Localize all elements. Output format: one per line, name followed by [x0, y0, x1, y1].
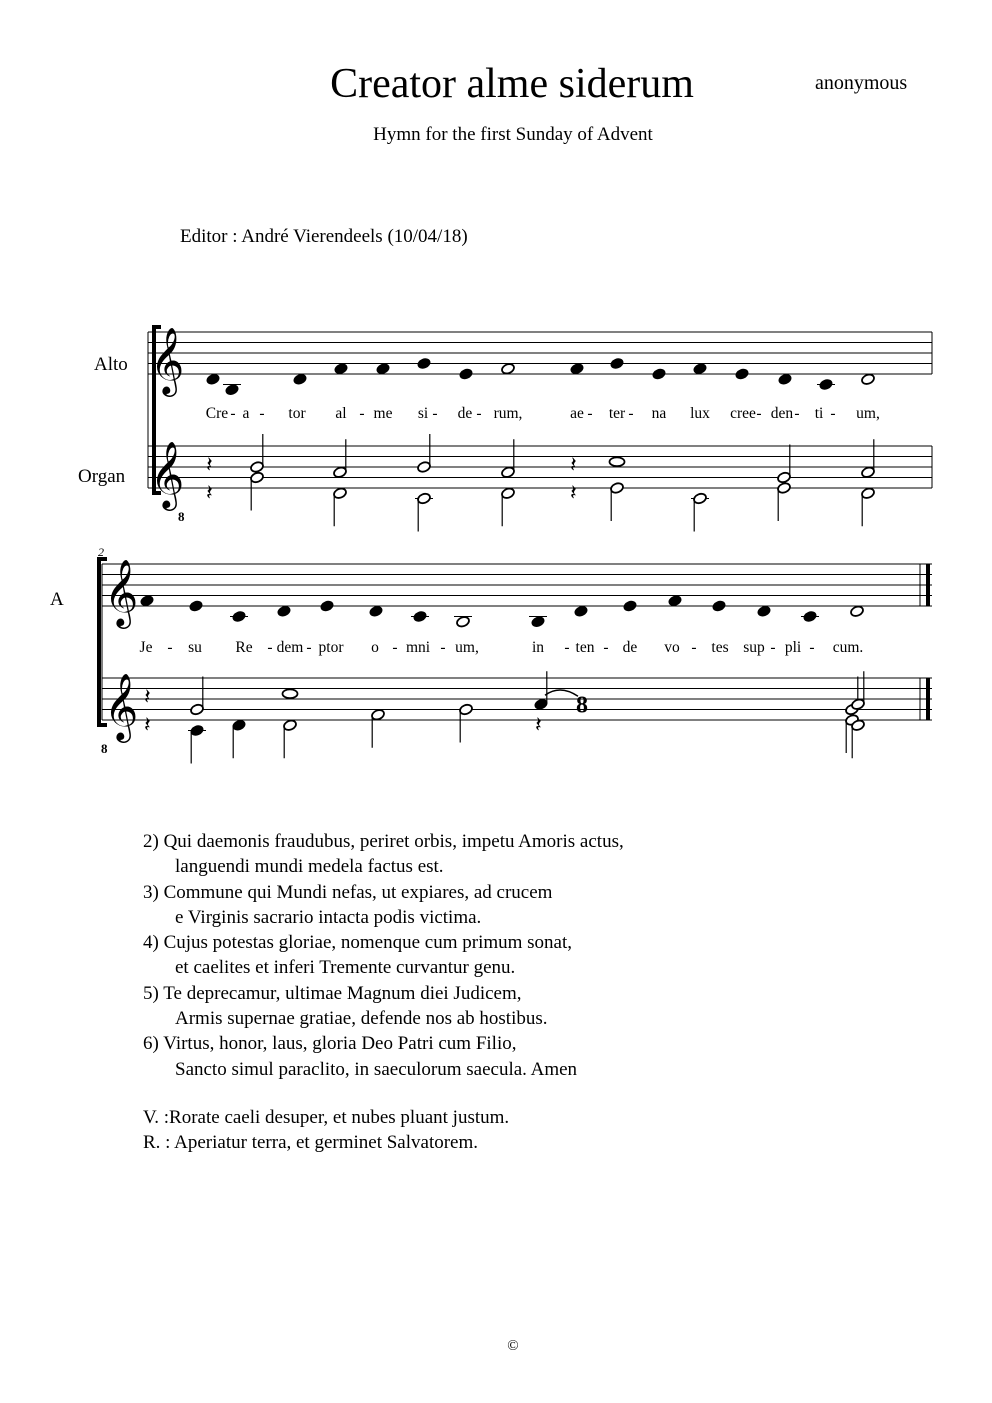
verse-6-line-2: Sancto simul paraclito, in saeculorum saecula. Amen — [175, 1058, 578, 1080]
lyric-syllable: vo — [664, 639, 680, 656]
verse-5-line-2: Armis supernae gratiae, defende nos ab hostibus. — [175, 1008, 548, 1030]
tie — [545, 690, 578, 696]
half-note — [851, 698, 866, 711]
lyric-syllable: cum. — [832, 639, 864, 656]
half-note — [501, 466, 516, 479]
half-note — [417, 492, 432, 505]
half-note — [501, 487, 516, 500]
quarter-note — [376, 362, 391, 375]
verse-3-line-2: e Virginis sacrario intacta podis victima. — [175, 906, 482, 928]
treble-clef-icon: 𝄞 — [104, 558, 139, 626]
quarter-note — [574, 605, 589, 618]
quarter-note — [320, 600, 335, 613]
lyric-syllable: Re — [235, 639, 253, 656]
half-note — [777, 471, 792, 484]
verse-6-line-1: 6) Virtus, honor, laus, gloria Deo Patri cum Filio, — [143, 1033, 517, 1055]
half-note — [371, 708, 386, 721]
quarter-note — [293, 373, 308, 386]
lyric-syllable: rum, — [493, 405, 523, 422]
lyric-syllable: um, — [856, 405, 880, 422]
quarter-note — [778, 373, 793, 386]
lyric-syllable: - — [756, 405, 762, 422]
editor-credit: Editor : André Vierendeels (10/04/18) — [180, 226, 468, 247]
half-note — [850, 605, 865, 618]
lyric-syllable: - — [359, 405, 365, 422]
lyric-syllable: - — [476, 405, 482, 422]
lyric-syllable: al — [335, 405, 347, 422]
quarter-note — [757, 605, 772, 618]
verse-3-line-1: 3) Commune qui Mundi nefas, ut expiares, ad crucem — [143, 881, 553, 903]
half-note — [501, 362, 516, 375]
lyric-syllable: si — [417, 405, 429, 422]
lyric-syllable: ten — [575, 639, 595, 656]
treble-clef-icon: 𝄞 — [104, 672, 139, 740]
lyric-syllable: - — [259, 405, 265, 422]
quarter-note — [668, 594, 683, 607]
quarter-note — [189, 600, 204, 613]
octave-mark: 8 — [101, 741, 108, 756]
half-note — [417, 461, 432, 474]
treble-clef-icon: 𝄞 — [150, 326, 185, 394]
quarter-note — [735, 368, 750, 381]
quarter-rest-icon: 𝄽 — [144, 685, 151, 710]
quarter-note — [225, 383, 240, 396]
double-whole-note: 8 — [576, 692, 588, 719]
lyric-syllable: in — [531, 639, 545, 656]
half-note — [693, 492, 708, 505]
lyric-syllable: de — [622, 639, 638, 656]
half-note — [459, 703, 474, 716]
quarter-note — [369, 605, 384, 618]
verses — [143, 829, 624, 1082]
lyric-syllable: - — [691, 639, 697, 656]
lyric-syllable: - — [628, 405, 634, 422]
lyric-syllable: - — [770, 639, 776, 656]
quarter-note — [803, 610, 818, 623]
lyric-syllable: ter — [608, 405, 626, 422]
half-note — [861, 466, 876, 479]
whole-note — [610, 457, 625, 466]
composer: anonymous — [815, 72, 908, 94]
lyric-syllable: - — [809, 639, 815, 656]
lyric-syllable: o — [371, 639, 379, 656]
half-note — [777, 482, 792, 495]
verse-4-line-2: et caelites et inferi Tremente curvantur genu. — [175, 957, 516, 979]
quarter-note — [534, 698, 549, 711]
lyric-syllable: mni — [405, 639, 431, 656]
versicle: V. :Rorate caeli desuper, et nubes pluant justum. — [143, 1107, 510, 1128]
half-note — [861, 487, 876, 500]
quarter-note — [693, 362, 708, 375]
staff-label-organ: Organ — [78, 466, 126, 487]
lyric-syllable: a — [242, 405, 250, 422]
lyric-syllable: - — [587, 405, 593, 422]
copyright: © — [507, 1338, 519, 1354]
quarter-note — [652, 368, 667, 381]
page-title: Creator alme siderum — [330, 61, 694, 107]
lyric-syllable: cree — [730, 405, 756, 422]
quarter-note — [413, 610, 428, 623]
half-note — [250, 471, 265, 484]
lyric-syllable: - — [603, 639, 609, 656]
quarter-note — [417, 357, 432, 370]
half-note — [610, 482, 625, 495]
lyric-syllable: ae — [570, 405, 584, 422]
quarter-note — [531, 615, 546, 628]
half-note — [190, 703, 205, 716]
lyric-syllable: - — [794, 405, 800, 422]
quarter-note — [232, 719, 247, 732]
quarter-rest-icon: 𝄽 — [570, 481, 577, 506]
lyric-syllable: me — [373, 405, 393, 422]
subtitle: Hymn for the first Sunday of Advent — [373, 124, 653, 145]
half-note — [283, 719, 298, 732]
lyric-syllable: na — [651, 405, 667, 422]
staff-label-alto-short: A — [50, 589, 64, 610]
quarter-note — [610, 357, 625, 370]
measure-number: 2 — [98, 545, 104, 559]
treble-clef-icon: 𝄞 — [150, 440, 185, 508]
quarter-note — [277, 605, 292, 618]
verse-2-line-2: languendi mundi medela factus est. — [175, 856, 444, 878]
quarter-note — [206, 373, 221, 386]
lyric-syllable: - — [432, 405, 438, 422]
lyric-syllable: sup — [743, 639, 765, 656]
lyric-syllable: de — [457, 405, 473, 422]
lyric-syllable: ptor — [318, 639, 344, 656]
quarter-note — [712, 600, 727, 613]
quarter-note — [459, 368, 474, 381]
lyric-syllable: um, — [455, 639, 479, 656]
verse-2-line-1: 2) Qui daemonis fraudubus, periret orbis, impetu Amoris actus, — [143, 831, 624, 852]
quarter-rest-icon: 𝄽 — [535, 713, 542, 738]
quarter-note — [190, 724, 205, 737]
lyric-syllable: - — [267, 639, 273, 656]
lyric-syllable: Je — [139, 639, 153, 656]
lyric-syllable: - — [830, 405, 836, 422]
lyric-syllable: - — [440, 639, 446, 656]
versicle-response — [143, 1105, 509, 1156]
quarter-note — [334, 362, 349, 375]
lyric-syllable: pli — [784, 639, 802, 656]
quarter-note — [140, 594, 155, 607]
half-note — [333, 487, 348, 500]
half-note — [333, 466, 348, 479]
quarter-note — [819, 378, 834, 391]
quarter-rest-icon: 𝄽 — [144, 713, 151, 738]
quarter-note — [623, 600, 638, 613]
half-note — [250, 461, 265, 474]
lyric-syllable: ti — [814, 405, 824, 422]
lyric-syllable: - — [230, 405, 236, 422]
whole-note — [283, 689, 298, 698]
half-note — [456, 615, 471, 628]
lyric-syllable: tor — [288, 405, 306, 422]
lyric-syllable: - — [306, 639, 312, 656]
verse-5-line-1: 5) Te deprecamur, ultimae Magnum diei Judicem, — [143, 982, 522, 1004]
quarter-rest-icon: 𝄽 — [206, 453, 213, 478]
quarter-note — [232, 610, 247, 623]
lyric-syllable: - — [564, 639, 570, 656]
lyric-syllable: tes — [711, 639, 729, 656]
lyric-syllable: lux — [690, 405, 710, 422]
staff-label-alto: Alto — [94, 354, 128, 375]
lyric-syllable: dem — [276, 639, 304, 656]
quarter-rest-icon: 𝄽 — [570, 453, 577, 478]
quarter-rest-icon: 𝄽 — [206, 481, 213, 506]
lyric-syllable: - — [167, 639, 173, 656]
verse-4-line-1: 4) Cujus potestas gloriae, nomenque cum primum sonat, — [143, 932, 573, 954]
lyric-syllable: Cre — [205, 405, 229, 422]
lyric-syllable: - — [392, 639, 398, 656]
lyric-syllable: den — [770, 405, 794, 422]
quarter-note — [570, 362, 585, 375]
half-note — [861, 373, 876, 386]
lyric-syllable: su — [188, 639, 202, 656]
octave-mark: 8 — [178, 509, 185, 524]
response: R. : Aperiatur terra, et germinet Salvatorem. — [143, 1132, 479, 1154]
